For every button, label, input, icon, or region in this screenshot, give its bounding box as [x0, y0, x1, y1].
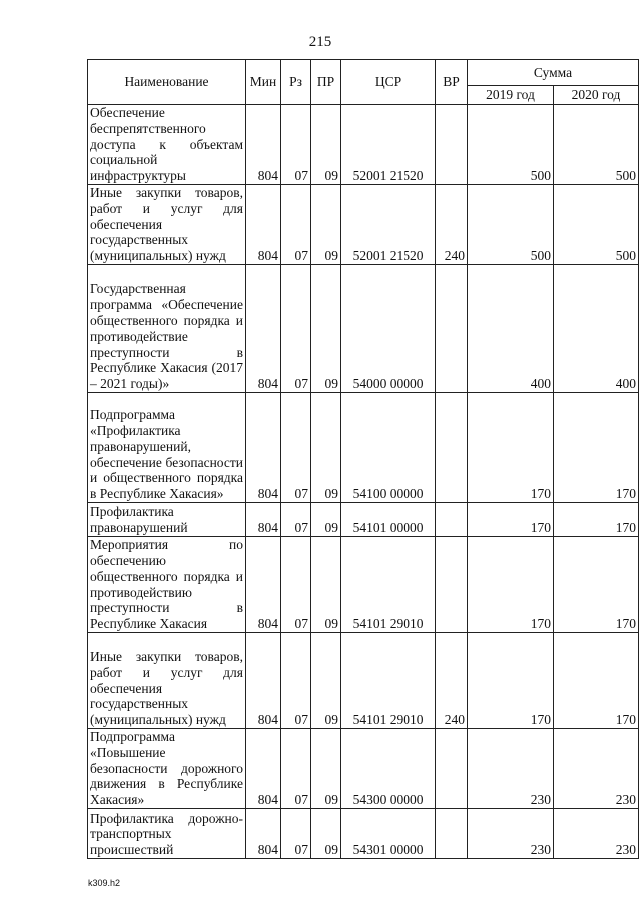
row-name: Мероприятия по обеспечению общественного порядка и противодействию преступности в Республике Хакасия [88, 536, 246, 632]
table-row [88, 392, 639, 502]
row-pr: 09 [311, 502, 341, 536]
row-sum-2019: 230 [468, 728, 554, 808]
row-rz: 07 [281, 632, 311, 728]
row-min: 804 [246, 808, 281, 858]
page-number: 215 [308, 34, 332, 50]
row-sum-2019: 400 [468, 264, 554, 392]
row-csr: 54101 29010 [341, 536, 436, 632]
row-vr [436, 392, 468, 502]
row-pr: 09 [311, 184, 341, 264]
row-name: Иные закупки товаров, работ и услуг для обеспечения государственных (муниципальных) нужд [88, 632, 246, 728]
row-min: 804 [246, 536, 281, 632]
row-sum-2019: 500 [468, 105, 554, 185]
table-row [88, 264, 639, 392]
row-rz: 07 [281, 536, 311, 632]
row-sum-2019: 170 [468, 632, 554, 728]
table-row [88, 728, 639, 808]
row-csr: 54101 00000 [341, 502, 436, 536]
row-csr: 52001 21520 [341, 105, 436, 185]
footer-code: k309.h2 [88, 878, 121, 888]
row-pr: 09 [311, 392, 341, 502]
row-sum-2020: 170 [554, 632, 639, 728]
row-pr: 09 [311, 536, 341, 632]
row-min: 804 [246, 105, 281, 185]
row-pr: 09 [311, 728, 341, 808]
row-pr: 09 [311, 632, 341, 728]
header-rz: Рз [281, 60, 311, 105]
row-csr: 52001 21520 [341, 184, 436, 264]
row-csr: 54000 00000 [341, 264, 436, 392]
row-sum-2020: 170 [554, 536, 639, 632]
row-vr: 240 [436, 632, 468, 728]
row-rz: 07 [281, 502, 311, 536]
row-min: 804 [246, 184, 281, 264]
row-sum-2020: 230 [554, 728, 639, 808]
row-vr [436, 808, 468, 858]
header-name: Наименование [88, 60, 246, 105]
row-min: 804 [246, 502, 281, 536]
header-csr: ЦСР [341, 60, 436, 105]
table-row [88, 105, 639, 185]
budget-table [87, 59, 639, 859]
row-sum-2020: 170 [554, 392, 639, 502]
row-sum-2020: 400 [554, 264, 639, 392]
table-row [88, 184, 639, 264]
row-csr: 54300 00000 [341, 728, 436, 808]
row-sum-2019: 170 [468, 536, 554, 632]
table-row [88, 502, 639, 536]
row-sum-2019: 170 [468, 502, 554, 536]
row-name: Иные закупки товаров, работ и услуг для обеспечения государственных (муниципальных) нужд [88, 184, 246, 264]
row-name: Профилактика правонарушений [88, 502, 246, 536]
row-min: 804 [246, 392, 281, 502]
row-name: Обеспечение беспрепятственного доступа к объектам социальной инфраструктуры [88, 105, 246, 185]
table-row [88, 808, 639, 858]
header-year-2020: 2020 год [554, 86, 639, 105]
row-sum-2020: 230 [554, 808, 639, 858]
row-rz: 07 [281, 264, 311, 392]
row-vr [436, 264, 468, 392]
row-vr: 240 [436, 184, 468, 264]
row-min: 804 [246, 264, 281, 392]
row-csr: 54301 00000 [341, 808, 436, 858]
header-year-2019: 2019 год [468, 86, 554, 105]
row-min: 804 [246, 632, 281, 728]
row-rz: 07 [281, 392, 311, 502]
table-row [88, 536, 639, 632]
row-sum-2019: 230 [468, 808, 554, 858]
row-csr: 54100 00000 [341, 392, 436, 502]
row-name: Подпрограмма «Повышение безопасности дорожного движения в Республике Хакасия» [88, 728, 246, 808]
row-name: Государственная программа «Обеспечение общественного порядка и противодействие преступности в Республике Хакасия (2017 – 2021 годы)» [88, 264, 246, 392]
row-vr [436, 502, 468, 536]
row-csr: 54101 29010 [341, 632, 436, 728]
row-pr: 09 [311, 808, 341, 858]
row-vr [436, 105, 468, 185]
table-row [88, 632, 639, 728]
row-name: Профилактика дорожно-транспортных происшествий [88, 808, 246, 858]
row-sum-2020: 170 [554, 502, 639, 536]
header-vr: ВР [436, 60, 468, 105]
row-rz: 07 [281, 808, 311, 858]
row-rz: 07 [281, 184, 311, 264]
row-rz: 07 [281, 105, 311, 185]
row-name: Подпрограмма «Профилактика правонарушений, обеспечение безопасности и общественного порядка в Республике Хакасия» [88, 392, 246, 502]
row-sum-2020: 500 [554, 105, 639, 185]
row-sum-2019: 500 [468, 184, 554, 264]
row-sum-2020: 500 [554, 184, 639, 264]
row-rz: 07 [281, 728, 311, 808]
row-min: 804 [246, 728, 281, 808]
row-vr [436, 536, 468, 632]
header-sum: Сумма [468, 60, 639, 86]
row-vr [436, 728, 468, 808]
header-min: Мин [246, 60, 281, 105]
row-sum-2019: 170 [468, 392, 554, 502]
header-pr: ПР [311, 60, 341, 105]
row-pr: 09 [311, 105, 341, 185]
row-pr: 09 [311, 264, 341, 392]
